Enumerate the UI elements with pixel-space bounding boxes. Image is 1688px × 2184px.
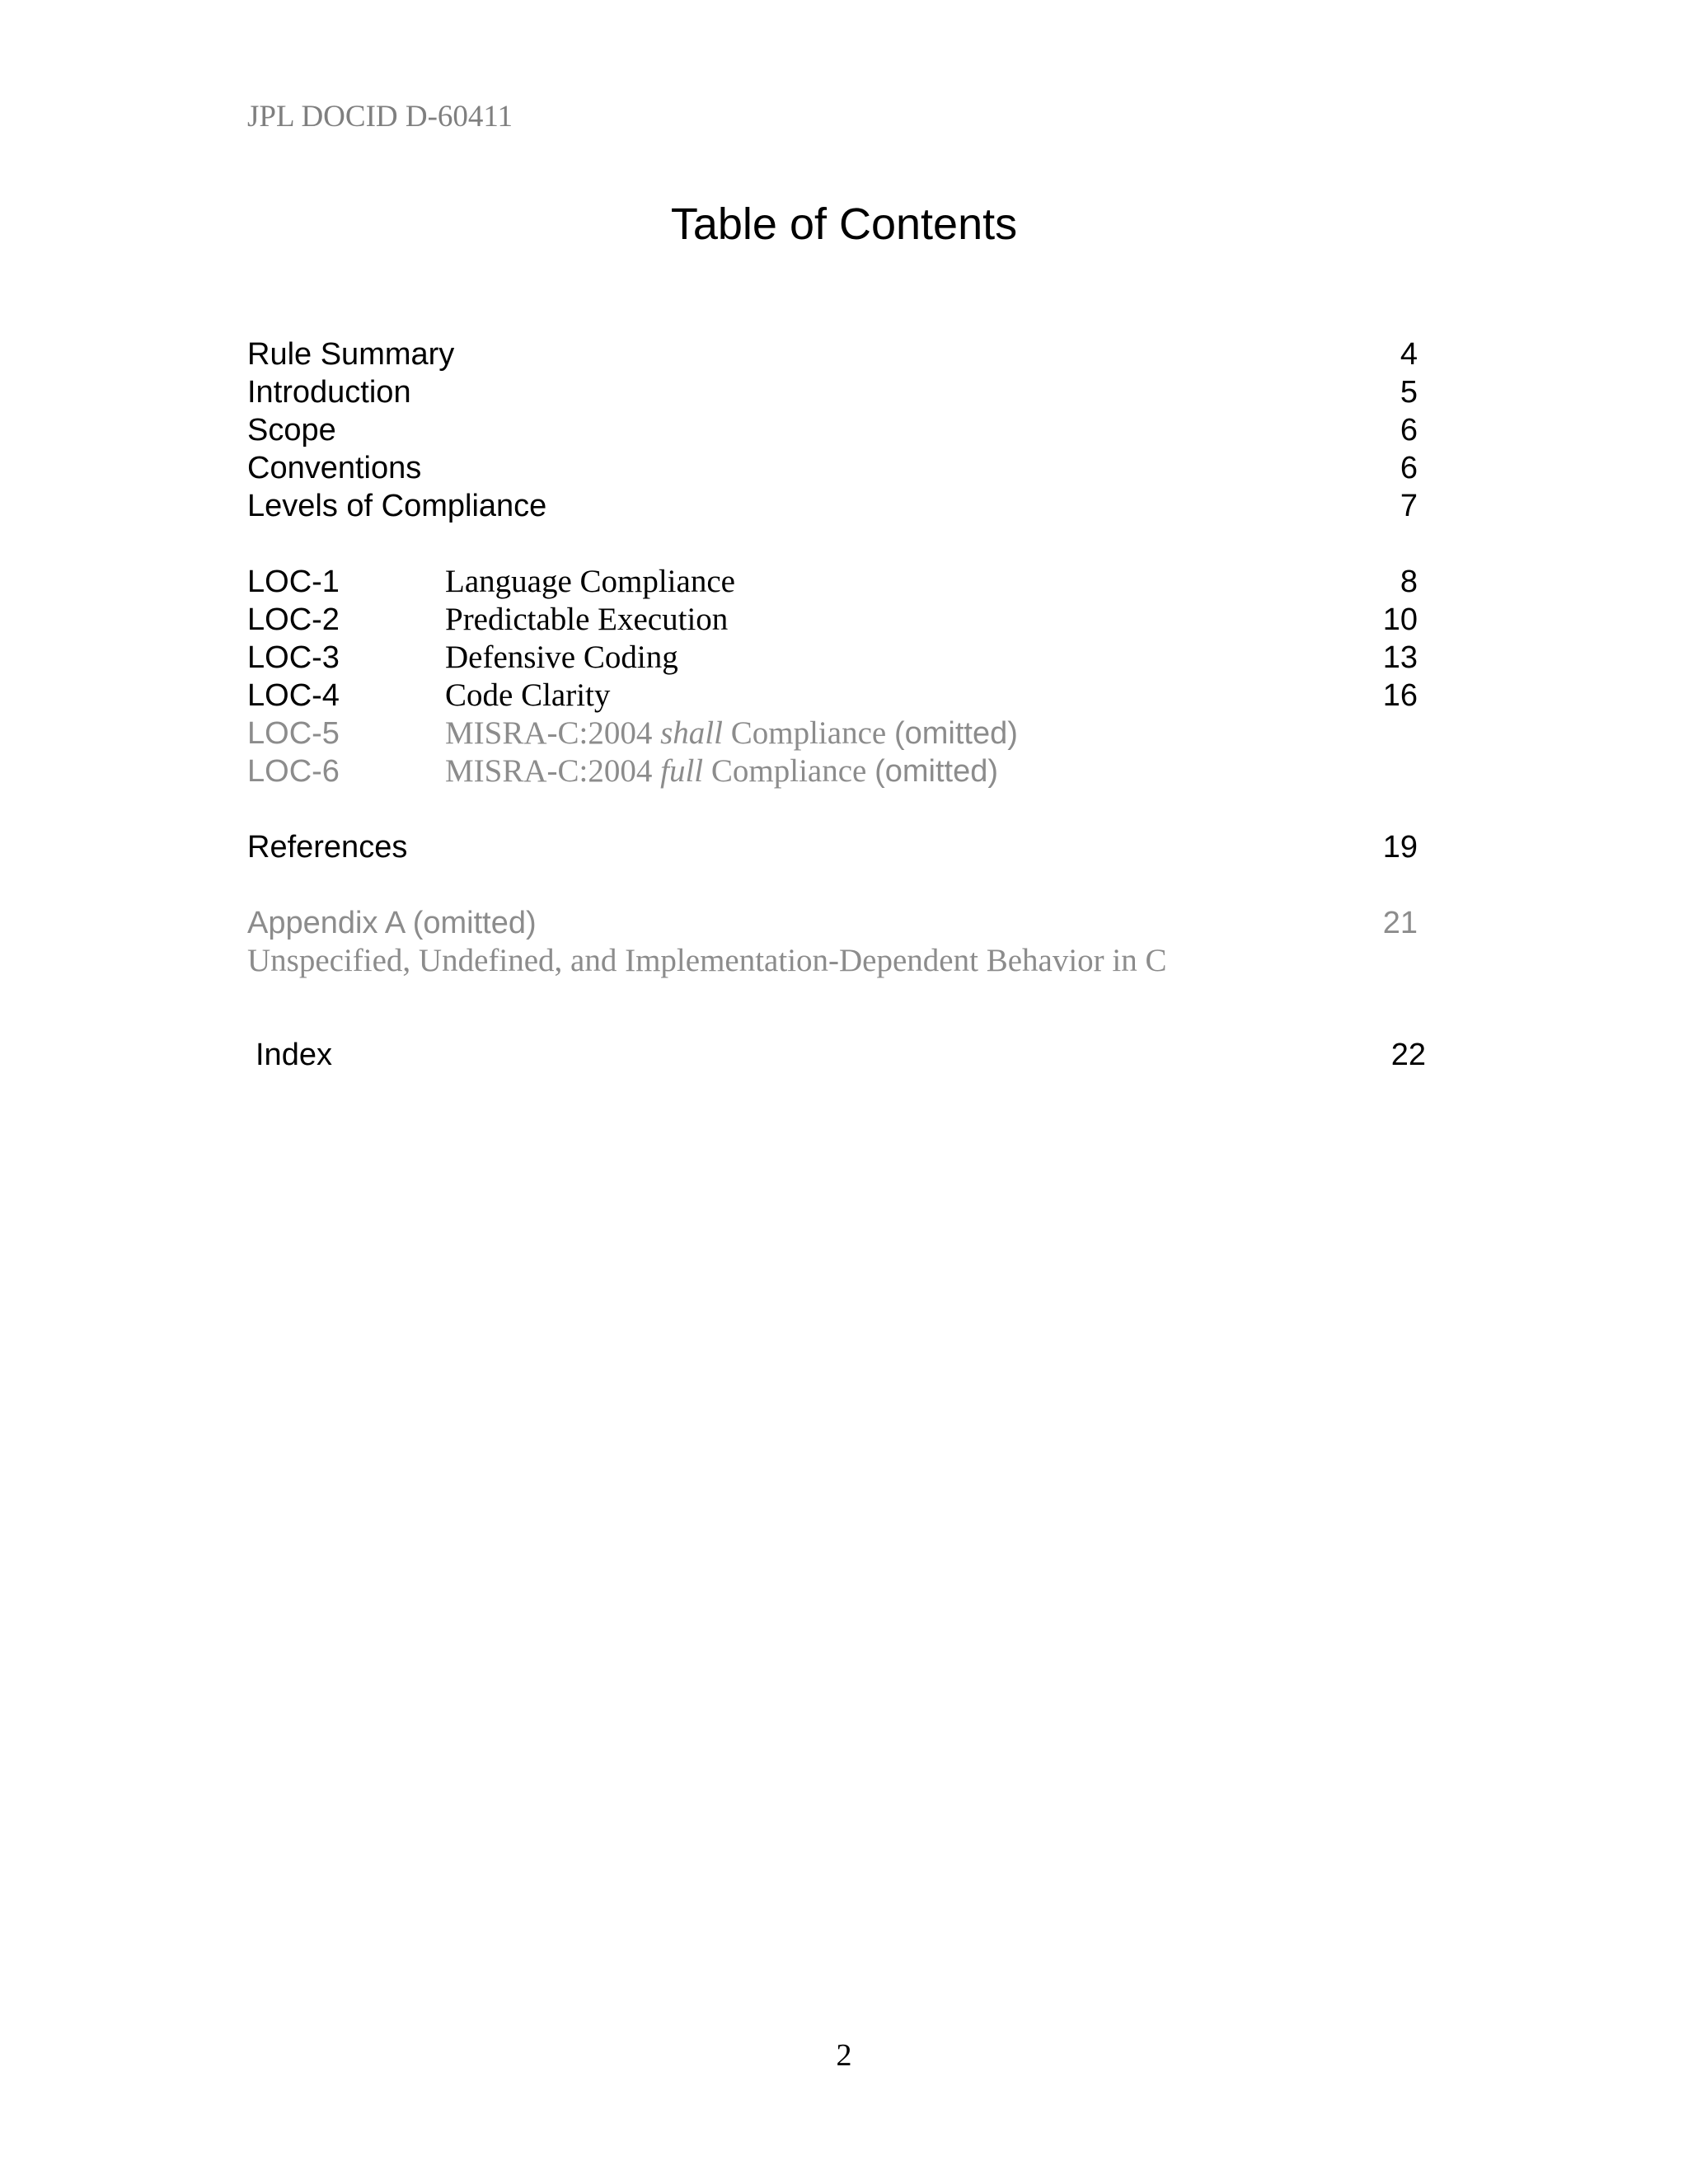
toc-entry-levels-of-compliance[interactable] (247, 486, 1418, 526)
toc-entry-page: 6 (1400, 451, 1418, 485)
toc-entry-loc-4[interactable] (247, 676, 1418, 715)
loc-description-prefix: MISRA-C:2004 (445, 753, 661, 789)
page-number: 2 (836, 2038, 852, 2073)
toc-entry-label: Introduction (247, 375, 411, 410)
omitted-note: (omitted) (874, 754, 999, 789)
toc-entry-page: 7 (1400, 489, 1418, 523)
toc-entry-index[interactable] (256, 1035, 1426, 1075)
toc-entry-page: 5 (1400, 375, 1418, 410)
toc-entry-page: 22 (1390, 1038, 1426, 1072)
toc-entry-page: 16 (1382, 678, 1418, 713)
toc-entry-loc-2[interactable] (247, 600, 1418, 640)
toc-entry-page: 19 (1382, 830, 1418, 865)
loc-description: Predictable Execution (445, 602, 729, 637)
loc-description (445, 752, 998, 791)
toc-entry-label: Index (256, 1038, 332, 1072)
loc-code: LOC-4 (247, 678, 340, 713)
toc-entry-loc-1[interactable] (247, 562, 1418, 602)
toc-entry-loc-3[interactable] (247, 638, 1418, 677)
toc-entry-appendix-a (247, 903, 1418, 943)
loc-description-suffix: Compliance (722, 715, 894, 751)
loc-description: Code Clarity (445, 677, 611, 713)
toc-entry-conventions[interactable] (247, 448, 1418, 488)
toc-entry-scope[interactable] (247, 410, 1418, 450)
toc-entry-label: Conventions (247, 451, 422, 485)
toc-entry-page: 8 (1400, 565, 1418, 599)
loc-description-suffix: Compliance (703, 753, 875, 789)
loc-description-emphasis: full (660, 753, 704, 789)
toc-entry-label: Levels of Compliance (247, 489, 547, 523)
document-id: JPL DOCID D-60411 (247, 100, 513, 134)
loc-description-prefix: MISRA-C:2004 (445, 715, 661, 751)
loc-code: LOC-3 (247, 640, 340, 675)
loc-description-emphasis: shall (660, 715, 723, 751)
loc-code: LOC-2 (247, 602, 340, 637)
loc-description (445, 714, 1018, 753)
loc-code: LOC-1 (247, 565, 340, 599)
toc-entry-page: 21 (1382, 906, 1418, 940)
toc-entry-rule-summary[interactable] (247, 335, 1418, 374)
loc-description: Defensive Coding (445, 640, 678, 675)
loc-description: Language Compliance (445, 564, 735, 599)
toc-entry-introduction[interactable] (247, 373, 1418, 412)
loc-code: LOC-6 (247, 754, 340, 789)
omitted-note: (omitted) (893, 716, 1018, 751)
appendix-subtitle: Unspecified, Undefined, and Implementation-Dependent Behavior in C (247, 943, 1167, 978)
toc-entry-page: 6 (1400, 413, 1418, 448)
page-title: Table of Contents (670, 199, 1018, 249)
toc-entry-loc-6 (247, 752, 1418, 791)
toc-entry-label: Scope (247, 413, 336, 448)
toc-entry-label: References (247, 830, 408, 865)
toc-entry-references[interactable] (247, 827, 1418, 867)
loc-code: LOC-5 (247, 716, 340, 751)
toc-entry-label: Rule Summary (247, 337, 455, 372)
toc-entry-loc-5 (247, 714, 1418, 753)
toc-entry-label: Appendix A (omitted) (247, 906, 537, 940)
toc-entry-page: 4 (1400, 337, 1418, 372)
toc-entry-page: 10 (1382, 602, 1418, 637)
toc-entry-page: 13 (1382, 640, 1418, 675)
